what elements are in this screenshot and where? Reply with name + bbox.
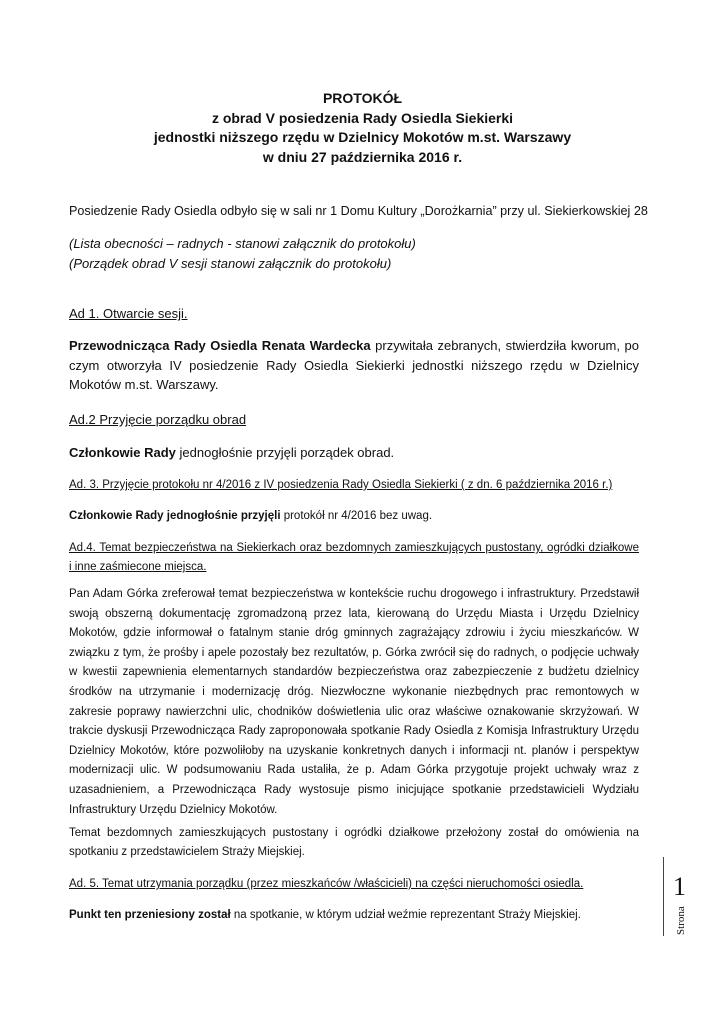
footer-divider <box>663 857 664 936</box>
title-line-4: w dniu 27 października 2016 r. <box>262 148 463 165</box>
intro-text: Posiedzenie Rady Osiedla odbyło się w sali nr 1 Domu Kultury „Dorożkarnia” przy ul. Siekierkowskiej 28 <box>69 204 648 218</box>
ad3-paragraph <box>69 507 639 526</box>
ad3-bold: Członkowie Rady jednogłośnie przyjęli <box>69 510 281 522</box>
ad2-paragraph <box>69 443 639 463</box>
title-line-1: PROTOKÓŁ <box>322 90 403 106</box>
ad1-heading: Ad 1. Otwarcie sesji. <box>69 306 188 321</box>
ad3-text: protokół nr 4/2016 bez uwag. <box>280 510 433 522</box>
ad4-paragraph-1: Pan Adam Górka zreferował temat bezpieczeństwa w kontekście ruchu drogowego i infrastruktury. Przedstawił swoją obszerną dokumentację zgromadzoną przez lata, kierowaną do Urzędu Miasta i Urzędu Dzielnicy Mokotów, gdzie informował o fatalnym stanie dróg gminnych zagrażający zdrowiu i życiu mieszkańców. W związku z tym, że prośby i apele pozostały bez rezultatów, p. Górka zwrócił się do radnych, o podjęcie uchwały w kwestii zapewnienia elementarnych standardów bezpieczeństwa oraz zabezpieczenie z budżetu dzielnicy środków na utrzymanie i modernizację dróg. Niezwłoczne wykonanie niezbędnych prac remontowych w zakresie poprawy nawierzchni ulic, chodników doświetlenia ulic oraz właściwe oznakowanie skrzyżowań. W trakcie dyskusji Przewodnicząca Rady zaproponowała spotkanie Rady Osiedla z Komisja Infrastruktury Urzędu Dzielnicy Mokotów, które pozwoliłoby na uzyskanie konkretnych danych i informacji nt. planów i perspektyw modernizacji ulic. W podsumowaniu Rada ustaliła, że p. Adam Górka przygotuje projekt uchwały wraz z uzasadnieniem, a Przewodnicząca Rady wystosuje pismo inicjujące spotkanie przedstawicieli Wydziału Infrastruktury Urzędu Dzielnicy Mokotów. <box>69 588 639 816</box>
ad2-heading: Ad.2 Przyjęcie porządku obrad <box>69 412 247 427</box>
ad5-text: na spotkanie, w którym udział weźmie reprezentant Straży Miejskiej. <box>230 909 581 921</box>
page-number: 1 <box>673 872 686 901</box>
ad2-bold: Członkowie Rady <box>69 445 176 460</box>
note-list <box>69 234 639 273</box>
ad1-text: przywitała zebranych, stwierdziła kworum, po czym otworzyła IV posiedzenie Rady Osiedla Siekierki jednostki niższego rzędu w Dzielnicy Mokotów m.st. Warszawy. <box>69 338 639 392</box>
title-line-3: jednostki niższego rzędu w Dzielnicy Mokotów m.st. Warszawy <box>153 129 572 145</box>
ad3-heading: Ad. 3. Przyjęcie protokołu nr 4/2016 z IV posiedzenia Rady Osiedla Siekierki ( z dn. 6 października 2016 r.) <box>69 479 613 491</box>
ad2-text: jednogłośnie przyjęli porządek obrad. <box>175 445 395 460</box>
ad5-bold: Punkt ten przeniesiony został <box>69 909 231 921</box>
note-attendance: (Lista obecności – radnych - stanowi załącznik do protokołu) <box>69 236 416 251</box>
page-label <box>675 895 691 935</box>
doc-title <box>60 89 665 167</box>
ad5-heading: Ad. 5. Temat utrzymania porządku (przez mieszkańców /właścicieli) na części nieruchomości osiedla. <box>69 878 584 890</box>
title-line-2: z obrad V posiedzenia Rady Osiedla Siekierki <box>211 109 514 126</box>
ad1-paragraph <box>69 336 639 395</box>
note-agenda: (Porządek obrad V sesji stanowi załącznik do protokołu) <box>69 255 392 271</box>
page-label-text: Strona <box>675 906 687 935</box>
ad4-paragraph-2: Temat bezdomnych zamieszkujących pustostany i ogródki działkowe przełożony został do omówienia na spotkaniu z przedstawicielem Straży Miejskiej. <box>69 827 639 858</box>
ad1-bold: Przewodnicząca Rady Osiedla Renata Wardecka <box>69 338 371 353</box>
ad4-heading: Ad.4. Temat bezpieczeństwa na Siekierkach oraz bezdomnych zamieszkujących pustostany, ogródki działkowe i inne zaśmiecone miejsca. <box>69 542 639 573</box>
ad5-paragraph <box>69 906 639 925</box>
